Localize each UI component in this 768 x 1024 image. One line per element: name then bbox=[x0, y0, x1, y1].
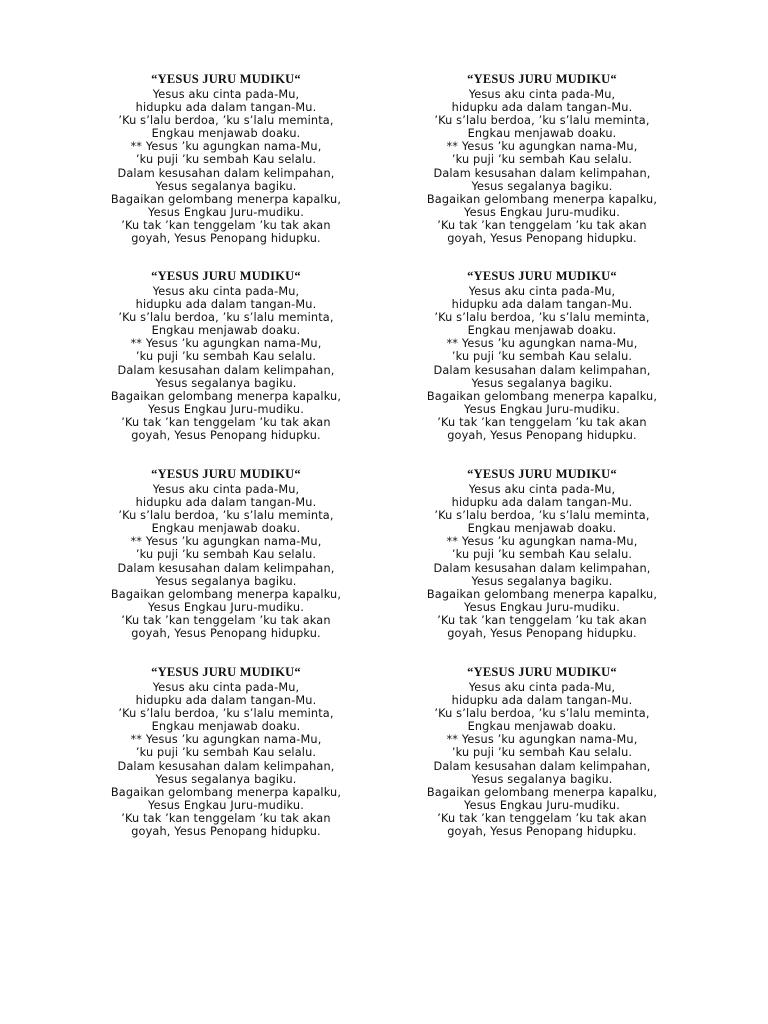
song-line: goyah, Yesus Penopang hidupku. bbox=[447, 232, 637, 246]
song-title: “YESUS JURU MUDIKU“ bbox=[467, 72, 617, 86]
song-card-7 bbox=[76, 664, 376, 838]
song-line: Yesus segalanya bagiku. bbox=[471, 772, 613, 786]
song-line: ’Ku s’lalu berdoa, ’ku s’lalu meminta, bbox=[118, 311, 334, 325]
song-line: Yesus aku cinta pada-Mu, bbox=[152, 681, 300, 694]
song-line: Yesus segalanya bagiku. bbox=[471, 376, 613, 390]
song-title: “YESUS JURU MUDIKU“ bbox=[151, 467, 301, 481]
song-title: “YESUS JURU MUDIKU“ bbox=[467, 467, 617, 481]
song-line: Yesus segalanya bagiku. bbox=[155, 179, 297, 193]
song-line: ’ku puji ’ku sembah Kau selalu. bbox=[451, 548, 633, 562]
song-line: Dalam kesusahan dalam kelimpahan, bbox=[117, 166, 335, 180]
song-title: “YESUS JURU MUDIKU“ bbox=[151, 665, 301, 679]
song-line: Yesus Engkau Juru-mudiku. bbox=[464, 798, 620, 812]
song-line: ** Yesus ’ku agungkan nama-Mu, bbox=[446, 733, 638, 747]
song-line: ’Ku s’lalu berdoa, ’ku s’lalu meminta, bbox=[118, 114, 334, 128]
song-title: “YESUS JURU MUDIKU“ bbox=[151, 269, 301, 283]
song-line: goyah, Yesus Penopang hidupku. bbox=[447, 429, 637, 443]
song-line: Dalam kesusahan dalam kelimpahan, bbox=[117, 759, 335, 773]
song-card-2 bbox=[392, 71, 692, 245]
song-card-3 bbox=[76, 268, 376, 442]
song-line: ** Yesus ’ku agungkan nama-Mu, bbox=[130, 140, 322, 154]
song-line: Yesus segalanya bagiku. bbox=[155, 574, 297, 588]
song-line: hidupku ada dalam tangan-Mu. bbox=[451, 298, 633, 312]
song-line: hidupku ada dalam tangan-Mu. bbox=[135, 298, 317, 312]
song-line: Bagaikan gelombang menerpa kapalku, bbox=[426, 587, 658, 601]
song-line: ’Ku s’lalu berdoa, ’ku s’lalu meminta, bbox=[118, 707, 334, 721]
song-line: Yesus aku cinta pada-Mu, bbox=[468, 483, 616, 496]
song-line: ’Ku tak ’kan tenggelam ’ku tak akan bbox=[437, 218, 647, 232]
song-line: ’Ku tak ’kan tenggelam ’ku tak akan bbox=[437, 415, 647, 429]
song-line: Bagaikan gelombang menerpa kapalku, bbox=[110, 192, 342, 206]
song-line: Yesus aku cinta pada-Mu, bbox=[152, 483, 300, 496]
song-line: Bagaikan gelombang menerpa kapalku, bbox=[426, 192, 658, 206]
song-line: ** Yesus ’ku agungkan nama-Mu, bbox=[130, 733, 322, 747]
song-line: Yesus Engkau Juru-mudiku. bbox=[148, 402, 304, 416]
song-line: Yesus aku cinta pada-Mu, bbox=[468, 285, 616, 298]
song-line: ’Ku tak ’kan tenggelam ’ku tak akan bbox=[121, 811, 331, 825]
song-line: ’Ku tak ’kan tenggelam ’ku tak akan bbox=[437, 613, 647, 627]
song-line: Engkau menjawab doaku. bbox=[467, 127, 617, 141]
song-line: ’Ku s’lalu berdoa, ’ku s’lalu meminta, bbox=[434, 114, 650, 128]
song-line: ’ku puji ’ku sembah Kau selalu. bbox=[135, 746, 317, 760]
song-line: ** Yesus ’ku agungkan nama-Mu, bbox=[446, 337, 638, 351]
song-line: Engkau menjawab doaku. bbox=[151, 522, 301, 536]
song-line: Yesus aku cinta pada-Mu, bbox=[468, 88, 616, 101]
song-line: ’ku puji ’ku sembah Kau selalu. bbox=[135, 548, 317, 562]
song-line: Bagaikan gelombang menerpa kapalku, bbox=[110, 587, 342, 601]
song-line: ’Ku s’lalu berdoa, ’ku s’lalu meminta, bbox=[118, 509, 334, 523]
song-card-6 bbox=[392, 466, 692, 640]
song-line: Yesus Engkau Juru-mudiku. bbox=[148, 798, 304, 812]
song-line: ’Ku tak ’kan tenggelam ’ku tak akan bbox=[121, 218, 331, 232]
song-line: Bagaikan gelombang menerpa kapalku, bbox=[426, 389, 658, 403]
song-line: ’Ku tak ’kan tenggelam ’ku tak akan bbox=[121, 613, 331, 627]
song-line: ’ku puji ’ku sembah Kau selalu. bbox=[135, 153, 317, 167]
song-line: Dalam kesusahan dalam kelimpahan, bbox=[433, 363, 651, 377]
song-line: ** Yesus ’ku agungkan nama-Mu, bbox=[446, 140, 638, 154]
song-line: hidupku ada dalam tangan-Mu. bbox=[135, 101, 317, 115]
song-line: Yesus Engkau Juru-mudiku. bbox=[464, 205, 620, 219]
song-line: hidupku ada dalam tangan-Mu. bbox=[135, 496, 317, 510]
song-line: ** Yesus ’ku agungkan nama-Mu, bbox=[130, 337, 322, 351]
song-line: ’Ku s’lalu berdoa, ’ku s’lalu meminta, bbox=[434, 707, 650, 721]
song-line: Bagaikan gelombang menerpa kapalku, bbox=[110, 389, 342, 403]
song-line: Yesus Engkau Juru-mudiku. bbox=[464, 402, 620, 416]
song-line: goyah, Yesus Penopang hidupku. bbox=[131, 627, 321, 641]
song-line: hidupku ada dalam tangan-Mu. bbox=[451, 101, 633, 115]
song-line: ’ku puji ’ku sembah Kau selalu. bbox=[451, 153, 633, 167]
song-line: Yesus segalanya bagiku. bbox=[155, 376, 297, 390]
song-line: Yesus aku cinta pada-Mu, bbox=[468, 681, 616, 694]
song-line: Yesus segalanya bagiku. bbox=[471, 574, 613, 588]
song-line: ** Yesus ’ku agungkan nama-Mu, bbox=[446, 535, 638, 549]
song-line: ’Ku tak ’kan tenggelam ’ku tak akan bbox=[121, 415, 331, 429]
song-line: hidupku ada dalam tangan-Mu. bbox=[451, 496, 633, 510]
song-line: goyah, Yesus Penopang hidupku. bbox=[131, 232, 321, 246]
song-line: Engkau menjawab doaku. bbox=[467, 720, 617, 734]
song-line: hidupku ada dalam tangan-Mu. bbox=[451, 694, 633, 708]
song-line: Dalam kesusahan dalam kelimpahan, bbox=[117, 561, 335, 575]
song-line: Engkau menjawab doaku. bbox=[151, 127, 301, 141]
song-line: ’ku puji ’ku sembah Kau selalu. bbox=[451, 350, 633, 364]
song-line: Dalam kesusahan dalam kelimpahan, bbox=[433, 561, 651, 575]
song-line: ’Ku s’lalu berdoa, ’ku s’lalu meminta, bbox=[434, 311, 650, 325]
song-line: Yesus Engkau Juru-mudiku. bbox=[148, 600, 304, 614]
song-line: ’ku puji ’ku sembah Kau selalu. bbox=[451, 746, 633, 760]
song-line: ** Yesus ’ku agungkan nama-Mu, bbox=[130, 535, 322, 549]
song-line: Engkau menjawab doaku. bbox=[467, 522, 617, 536]
song-line: Dalam kesusahan dalam kelimpahan, bbox=[433, 759, 651, 773]
song-line: ’Ku tak ’kan tenggelam ’ku tak akan bbox=[437, 811, 647, 825]
song-line: ’ku puji ’ku sembah Kau selalu. bbox=[135, 350, 317, 364]
song-line: goyah, Yesus Penopang hidupku. bbox=[131, 429, 321, 443]
song-line: ’Ku s’lalu berdoa, ’ku s’lalu meminta, bbox=[434, 509, 650, 523]
song-line: goyah, Yesus Penopang hidupku. bbox=[447, 627, 637, 641]
song-line: hidupku ada dalam tangan-Mu. bbox=[135, 694, 317, 708]
song-line: Yesus Engkau Juru-mudiku. bbox=[464, 600, 620, 614]
song-title: “YESUS JURU MUDIKU“ bbox=[467, 665, 617, 679]
song-line: Yesus aku cinta pada-Mu, bbox=[152, 88, 300, 101]
song-line: Bagaikan gelombang menerpa kapalku, bbox=[426, 785, 658, 799]
song-line: Engkau menjawab doaku. bbox=[151, 324, 301, 338]
song-line: Engkau menjawab doaku. bbox=[151, 720, 301, 734]
song-line: Bagaikan gelombang menerpa kapalku, bbox=[110, 785, 342, 799]
song-line: Yesus Engkau Juru-mudiku. bbox=[148, 205, 304, 219]
song-title: “YESUS JURU MUDIKU“ bbox=[467, 269, 617, 283]
song-line: Yesus segalanya bagiku. bbox=[471, 179, 613, 193]
song-line: Dalam kesusahan dalam kelimpahan, bbox=[117, 363, 335, 377]
song-card-5 bbox=[76, 466, 376, 640]
song-line: Yesus aku cinta pada-Mu, bbox=[152, 285, 300, 298]
song-title: “YESUS JURU MUDIKU“ bbox=[151, 72, 301, 86]
song-line: Dalam kesusahan dalam kelimpahan, bbox=[433, 166, 651, 180]
song-line: goyah, Yesus Penopang hidupku. bbox=[131, 825, 321, 839]
song-line: goyah, Yesus Penopang hidupku. bbox=[447, 825, 637, 839]
song-card-4 bbox=[392, 268, 692, 442]
song-line: Engkau menjawab doaku. bbox=[467, 324, 617, 338]
song-line: Yesus segalanya bagiku. bbox=[155, 772, 297, 786]
song-card-8 bbox=[392, 664, 692, 838]
song-card-1 bbox=[76, 71, 376, 245]
